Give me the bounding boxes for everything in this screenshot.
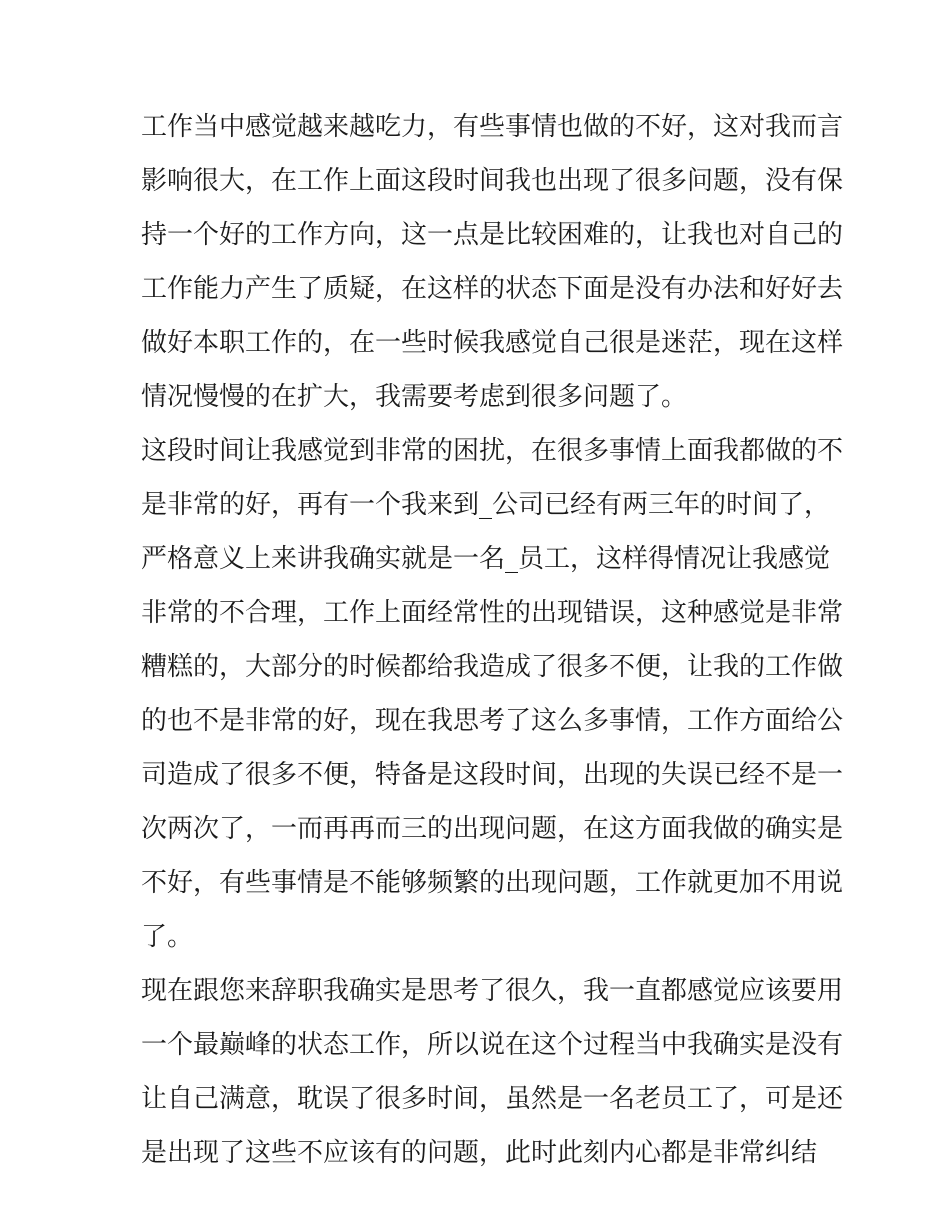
text-line: 让自己满意，耽误了很多时间，虽然是一名老员工了，可是还 [141, 1084, 844, 1114]
text-line: 是出现了这些不应该有的问题，此时此刻内心都是非常纠结 [141, 1138, 818, 1168]
text-line: 持一个好的工作方向，这一点是比较困难的，让我也对自己的 [141, 220, 844, 250]
text-line: 严格意义上来讲我确实就是一名_员工，这样得情况让我感觉 [141, 544, 831, 574]
text-line: 情况慢慢的在扩大，我需要考虑到很多问题了。 [141, 382, 688, 412]
text-line: 现在跟您来辞职我确实是思考了很久，我一直都感觉应该要用 [141, 976, 844, 1006]
text-line: 工作能力产生了质疑，在这样的状态下面是没有办法和好好去 [141, 274, 844, 304]
text-line: 非常的不合理，工作上面经常性的出现错误，这种感觉是非常 [141, 598, 844, 628]
text-line: 不好，有些事情是不能够频繁的出现问题，工作就更加不用说 [141, 868, 844, 898]
text-line: 影响很大，在工作上面这段时间我也出现了很多问题，没有保 [141, 166, 844, 196]
text-line: 一个最巅峰的状态工作，所以说在这个过程当中我确实是没有 [141, 1030, 844, 1060]
text-line: 做好本职工作的，在一些时候我感觉自己很是迷茫，现在这样 [141, 328, 844, 358]
text-line: 司造成了很多不便，特备是这段时间，出现的失误已经不是一 [141, 760, 844, 790]
text-line: 了。 [141, 922, 194, 952]
text-line: 这段时间让我感觉到非常的困扰，在很多事情上面我都做的不 [141, 436, 844, 466]
text-line: 工作当中感觉越来越吃力，有些事情也做的不好，这对我而言 [141, 112, 844, 142]
text-line: 糟糕的，大部分的时候都给我造成了很多不便，让我的工作做 [141, 652, 844, 682]
text-line: 是非常的好，再有一个我来到_公司已经有两三年的时间了， [141, 490, 831, 520]
text-line: 次两次了，一而再再而三的出现问题，在这方面我做的确实是 [141, 814, 844, 844]
text-line: 的也不是非常的好，现在我思考了这么多事情，工作方面给公 [141, 706, 844, 736]
